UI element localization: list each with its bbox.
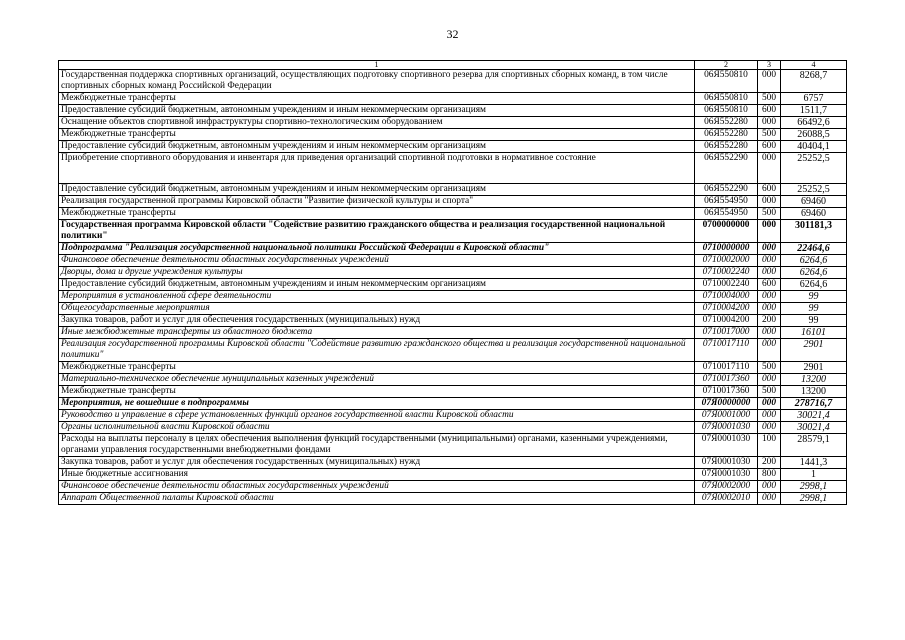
row-amount-cell: 28579,1: [781, 434, 847, 457]
row-expense-type-cell: 000: [758, 196, 781, 208]
row-expense-type-cell: 000: [758, 410, 781, 422]
table-row: [59, 362, 847, 374]
row-code-cell: 0710017360: [695, 386, 758, 398]
page-number: 32: [446, 27, 459, 41]
row-name-cell: Общегосударственные мероприятия: [59, 303, 695, 315]
row-expense-type-cell: 000: [758, 153, 781, 184]
row-expense-type-cell: 000: [758, 70, 781, 93]
table-row: [59, 291, 847, 303]
row-expense-type-cell: 200: [758, 457, 781, 469]
row-expense-type-cell: 600: [758, 141, 781, 153]
row-amount-cell: 301181,3: [781, 220, 847, 243]
row-code-cell: 07Я0001030: [695, 457, 758, 469]
table-body: [59, 70, 847, 505]
row-amount-cell: 2998,1: [781, 481, 847, 493]
row-expense-type-cell: 000: [758, 339, 781, 362]
row-expense-type-cell: 000: [758, 267, 781, 279]
row-amount-cell: 22464,6: [781, 243, 847, 255]
row-amount-cell: 25252,5: [781, 184, 847, 196]
row-name-cell: Финансовое обеспечение деятельности областных государственных учреждений: [59, 255, 695, 267]
row-code-cell: 06Я550810: [695, 93, 758, 105]
table-row: [59, 243, 847, 255]
row-expense-type-cell: 000: [758, 255, 781, 267]
row-name-cell: Оснащение объектов спортивной инфраструктуры спортивно-технологическим оборудованием: [59, 117, 695, 129]
table-row: [59, 457, 847, 469]
row-expense-type-cell: 000: [758, 327, 781, 339]
row-name-cell: Предоставление субсидий бюджетным, автономным учреждениям и иным некоммерческим организациям: [59, 279, 695, 291]
table-row: [59, 208, 847, 220]
row-amount-cell: 278716,7: [781, 398, 847, 410]
row-code-cell: 0710002000: [695, 255, 758, 267]
table-row: [59, 220, 847, 243]
row-expense-type-cell: 000: [758, 481, 781, 493]
row-amount-cell: 13200: [781, 374, 847, 386]
row-code-cell: 06Я550810: [695, 70, 758, 93]
table-row: [59, 105, 847, 117]
row-code-cell: 07Я0001030: [695, 434, 758, 457]
row-code-cell: 06Я552280: [695, 141, 758, 153]
row-expense-type-cell: 000: [758, 493, 781, 505]
row-code-cell: 06Я552290: [695, 153, 758, 184]
row-code-cell: 0700000000: [695, 220, 758, 243]
row-expense-type-cell: 000: [758, 117, 781, 129]
row-name-cell: Иные бюджетные ассигнования: [59, 469, 695, 481]
table-row: [59, 386, 847, 398]
table-row: [59, 398, 847, 410]
row-code-cell: 0710000000: [695, 243, 758, 255]
row-code-cell: 0710002240: [695, 279, 758, 291]
row-code-cell: 06Я552280: [695, 117, 758, 129]
row-expense-type-cell: 600: [758, 105, 781, 117]
row-name-cell: Межбюджетные трансферты: [59, 93, 695, 105]
row-expense-type-cell: 600: [758, 279, 781, 291]
column-header-2: 2: [695, 61, 758, 70]
row-name-cell: Реализация государственной программы Кировской области "Содействие развитию гражданского общества и реализация государственной национальной политики": [59, 339, 695, 362]
row-code-cell: 07Я0000000: [695, 398, 758, 410]
row-expense-type-cell: 000: [758, 243, 781, 255]
row-amount-cell: 26088,5: [781, 129, 847, 141]
column-header-3: 3: [758, 61, 781, 70]
row-amount-cell: 6264,6: [781, 279, 847, 291]
row-expense-type-cell: 500: [758, 129, 781, 141]
row-expense-type-cell: 000: [758, 220, 781, 243]
row-name-cell: Предоставление субсидий бюджетным, автономным учреждениям и иным некоммерческим организациям: [59, 184, 695, 196]
row-code-cell: 0710017000: [695, 327, 758, 339]
row-expense-type-cell: 500: [758, 362, 781, 374]
table-row: [59, 303, 847, 315]
row-amount-cell: 99: [781, 315, 847, 327]
row-expense-type-cell: 000: [758, 291, 781, 303]
row-code-cell: 06Я550810: [695, 105, 758, 117]
row-expense-type-cell: 100: [758, 434, 781, 457]
row-amount-cell: 1511,7: [781, 105, 847, 117]
row-code-cell: 0710017110: [695, 362, 758, 374]
row-code-cell: 07Я0002010: [695, 493, 758, 505]
row-code-cell: 07Я0001000: [695, 410, 758, 422]
row-name-cell: Государственная программа Кировской области "Содействие развитию гражданского общества и реализация государственной национальной политики": [59, 220, 695, 243]
table-row: [59, 279, 847, 291]
row-code-cell: 0710017360: [695, 374, 758, 386]
row-amount-cell: 66492,6: [781, 117, 847, 129]
table-row: [59, 493, 847, 505]
row-code-cell: 06Я554950: [695, 208, 758, 220]
row-name-cell: Органы исполнительной власти Кировской области: [59, 422, 695, 434]
row-expense-type-cell: 000: [758, 374, 781, 386]
table-row: [59, 153, 847, 184]
row-amount-cell: 2998,1: [781, 493, 847, 505]
row-amount-cell: 69460: [781, 196, 847, 208]
row-name-cell: Иные межбюджетные трансферты из областного бюджета: [59, 327, 695, 339]
table-row: [59, 422, 847, 434]
row-amount-cell: 6757: [781, 93, 847, 105]
row-code-cell: 07Я0002000: [695, 481, 758, 493]
row-amount-cell: 6264,6: [781, 255, 847, 267]
row-amount-cell: 99: [781, 303, 847, 315]
row-code-cell: 0710004200: [695, 315, 758, 327]
table-row: [59, 196, 847, 208]
row-amount-cell: 16101: [781, 327, 847, 339]
row-amount-cell: 30021,4: [781, 422, 847, 434]
header-row: [59, 61, 847, 70]
row-code-cell: 0710004200: [695, 303, 758, 315]
table-row: [59, 481, 847, 493]
row-amount-cell: 30021,4: [781, 410, 847, 422]
row-code-cell: 0710002240: [695, 267, 758, 279]
row-name-cell: Мероприятия, не вошедшие в подпрограммы: [59, 398, 695, 410]
table-row: [59, 129, 847, 141]
table-row: [59, 93, 847, 105]
row-expense-type-cell: 000: [758, 398, 781, 410]
row-expense-type-cell: 200: [758, 315, 781, 327]
row-expense-type-cell: 500: [758, 93, 781, 105]
row-amount-cell: 1: [781, 469, 847, 481]
row-name-cell: Приобретение спортивного оборудования и инвентаря для приведения организаций спортивной подготовки в нормативное состояние: [59, 153, 695, 184]
row-expense-type-cell: 000: [758, 303, 781, 315]
row-code-cell: 06Я552280: [695, 129, 758, 141]
row-code-cell: 06Я552290: [695, 184, 758, 196]
row-code-cell: 07Я0001030: [695, 422, 758, 434]
table-row: [59, 255, 847, 267]
row-amount-cell: 13200: [781, 386, 847, 398]
row-expense-type-cell: 500: [758, 208, 781, 220]
row-amount-cell: 69460: [781, 208, 847, 220]
row-amount-cell: 6264,6: [781, 267, 847, 279]
table-row: [59, 117, 847, 129]
row-amount-cell: 8268,7: [781, 70, 847, 93]
row-amount-cell: 1441,3: [781, 457, 847, 469]
table-row: [59, 141, 847, 153]
row-amount-cell: 2901: [781, 339, 847, 362]
table-row: [59, 327, 847, 339]
row-amount-cell: 25252,5: [781, 153, 847, 184]
table-row: [59, 267, 847, 279]
table-row: [59, 339, 847, 362]
table-row: [59, 315, 847, 327]
table-row: [59, 374, 847, 386]
row-name-cell: Межбюджетные трансферты: [59, 386, 695, 398]
row-name-cell: Межбюджетные трансферты: [59, 129, 695, 141]
table-row: [59, 469, 847, 481]
budget-table: [58, 60, 847, 505]
table-row: [59, 184, 847, 196]
row-name-cell: Материально-техническое обеспечение муниципальных казенных учреждений: [59, 374, 695, 386]
row-name-cell: Реализация государственной программы Кировской области "Развитие физической культуры и спорта": [59, 196, 695, 208]
row-amount-cell: 99: [781, 291, 847, 303]
row-code-cell: 0710017110: [695, 339, 758, 362]
column-header-1: 1: [59, 61, 695, 70]
row-name-cell: Межбюджетные трансферты: [59, 208, 695, 220]
row-name-cell: Межбюджетные трансферты: [59, 362, 695, 374]
row-name-cell: Руководство и управление в сфере установленных функций органов государственной власти Кировской области: [59, 410, 695, 422]
row-expense-type-cell: 600: [758, 184, 781, 196]
column-header-4: 4: [781, 61, 847, 70]
row-amount-cell: 40404,1: [781, 141, 847, 153]
row-name-cell: Дворцы, дома и другие учреждения культуры: [59, 267, 695, 279]
row-name-cell: Финансовое обеспечение деятельности областных государственных учреждений: [59, 481, 695, 493]
row-code-cell: 07Я0001030: [695, 469, 758, 481]
row-code-cell: 06Я554950: [695, 196, 758, 208]
table-row: [59, 70, 847, 93]
row-expense-type-cell: 500: [758, 386, 781, 398]
row-name-cell: Расходы на выплаты персоналу в целях обеспечения выполнения функций государственными (муниципальными) органами, казенными учреждениями, органами управления государственными внебюджетными фондами: [59, 434, 695, 457]
row-amount-cell: 2901: [781, 362, 847, 374]
row-name-cell: Закупка товаров, работ и услуг для обеспечения государственных (муниципальных) нужд: [59, 457, 695, 469]
row-name-cell: Подпрограмма "Реализация государственной национальной политики Российской Федерации в Кировской области": [59, 243, 695, 255]
row-name-cell: Государственная поддержка спортивных организаций, осуществляющих подготовку спортивного резерва для спортивных сборных команд, в том числе спортивных сборных команд Российской Федерации: [59, 70, 695, 93]
row-expense-type-cell: 800: [758, 469, 781, 481]
table-row: [59, 434, 847, 457]
row-name-cell: Предоставление субсидий бюджетным, автономным учреждениям и иным некоммерческим организациям: [59, 105, 695, 117]
row-expense-type-cell: 000: [758, 422, 781, 434]
row-name-cell: Мероприятия в установленной сфере деятельности: [59, 291, 695, 303]
table-row: [59, 410, 847, 422]
row-name-cell: Закупка товаров, работ и услуг для обеспечения государственных (муниципальных) нужд: [59, 315, 695, 327]
row-code-cell: 0710004000: [695, 291, 758, 303]
row-name-cell: Аппарат Общественной палаты Кировской области: [59, 493, 695, 505]
row-name-cell: Предоставление субсидий бюджетным, автономным учреждениям и иным некоммерческим организациям: [59, 141, 695, 153]
